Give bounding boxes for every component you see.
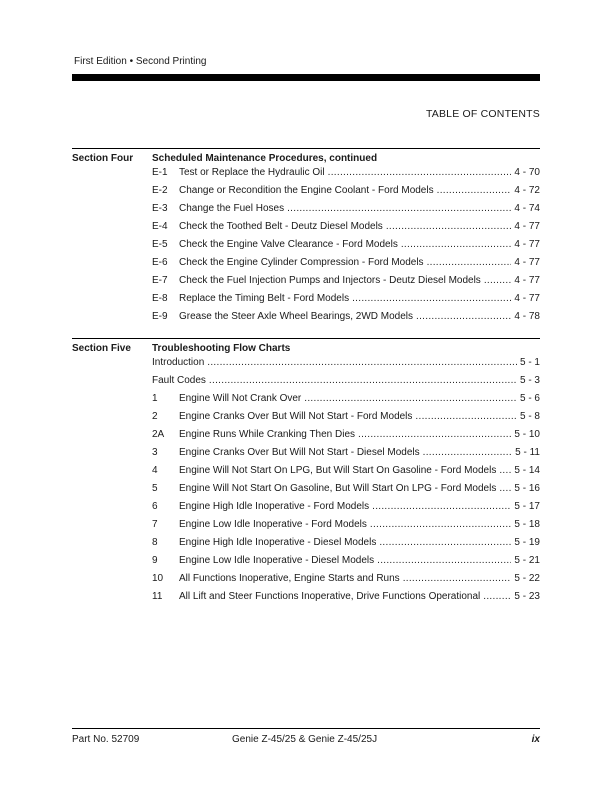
entry-code: 2A xyxy=(152,429,165,440)
entry-code: 5 xyxy=(152,483,158,494)
entry-code: 4 xyxy=(152,465,158,476)
entry-title: Engine Will Not Start On LPG, But Will Start On Gasoline - Ford Models xyxy=(179,465,497,476)
section-five-entries xyxy=(152,357,540,609)
dot-leader xyxy=(370,519,512,530)
entry-page: 5 - 23 xyxy=(514,591,540,602)
entry-code: E-3 xyxy=(152,203,168,214)
entry-code: E-7 xyxy=(152,275,168,286)
section-five xyxy=(72,338,540,602)
entry-page: 4 - 72 xyxy=(514,185,540,196)
toc-entry[interactable] xyxy=(152,203,540,221)
entry-title: Fault Codes xyxy=(152,375,206,386)
section-four-header xyxy=(72,149,540,167)
dot-leader xyxy=(437,185,512,196)
toc-entry[interactable] xyxy=(152,293,540,311)
entry-title: Check the Toothed Belt - Deutz Diesel Models xyxy=(179,221,383,232)
toc-entry[interactable] xyxy=(152,519,540,537)
dot-leader xyxy=(372,501,511,512)
entry-title: Engine Low Idle Inoperative - Ford Models xyxy=(179,519,367,530)
entry-code: E-4 xyxy=(152,221,168,232)
entry-title: Change the Fuel Hoses xyxy=(179,203,285,214)
entry-code: 1 xyxy=(152,393,158,404)
entry-page: 5 - 14 xyxy=(514,465,540,476)
model-name: Genie Z-45/25 & Genie Z-45/25J xyxy=(232,734,378,745)
entry-title: Replace the Timing Belt - Ford Models xyxy=(179,293,350,304)
entry-code: 2 xyxy=(152,411,158,422)
edition-label: First Edition • Second Printing xyxy=(74,56,207,67)
dot-leader xyxy=(379,537,511,548)
entry-page: 5 - 8 xyxy=(519,411,540,422)
section-four-label: Section Four xyxy=(72,153,134,164)
entry-page: 4 - 70 xyxy=(514,167,540,178)
toc-title: TABLE OF CONTENTS xyxy=(425,108,540,120)
toc-entry-fault-codes[interactable] xyxy=(152,375,540,393)
toc-entry[interactable] xyxy=(152,573,540,591)
entry-title: All Functions Inoperative, Engine Starts and Runs xyxy=(179,573,400,584)
dot-leader xyxy=(358,429,511,440)
entry-page: 5 - 3 xyxy=(519,375,540,386)
dot-leader xyxy=(427,257,512,268)
toc-entry[interactable] xyxy=(152,275,540,293)
entry-page: 5 - 17 xyxy=(514,501,540,512)
entry-title: Engine Cranks Over But Will Not Start - Ford Models xyxy=(179,411,413,422)
entry-title: Engine Runs While Cranking Then Dies xyxy=(179,429,356,440)
dot-leader xyxy=(377,555,511,566)
entry-page: 4 - 77 xyxy=(514,239,540,250)
dot-leader xyxy=(415,411,517,422)
dot-leader xyxy=(209,375,517,386)
entry-title: Check the Engine Valve Clearance - Ford Models xyxy=(179,239,398,250)
dot-leader xyxy=(352,293,511,304)
entry-page: 4 - 77 xyxy=(514,293,540,304)
entry-code: 10 xyxy=(152,573,164,584)
entry-page: 5 - 22 xyxy=(514,573,540,584)
toc-entry[interactable] xyxy=(152,465,540,483)
dot-leader xyxy=(386,221,512,232)
entry-page: 4 - 78 xyxy=(514,311,540,322)
entry-title: All Lift and Steer Functions Inoperative, Drive Functions Operational xyxy=(179,591,481,602)
dot-leader xyxy=(304,393,517,404)
toc-entry[interactable] xyxy=(152,591,540,609)
toc-entry[interactable] xyxy=(152,393,540,411)
dot-leader xyxy=(328,167,512,178)
header-rule xyxy=(72,74,540,81)
toc-entry[interactable] xyxy=(152,537,540,555)
entry-code: E-9 xyxy=(152,311,168,322)
dot-leader xyxy=(499,483,511,494)
footer-rule xyxy=(72,728,540,729)
entry-page: 5 - 10 xyxy=(514,429,540,440)
dot-leader xyxy=(483,591,511,602)
section-five-title: Troubleshooting Flow Charts xyxy=(152,343,291,354)
toc-entry[interactable] xyxy=(152,447,540,465)
entry-code: E-2 xyxy=(152,185,168,196)
entry-title: Change or Recondition the Engine Coolant - Ford Models xyxy=(179,185,434,196)
toc-entry[interactable] xyxy=(152,311,540,329)
entry-page: 5 - 1 xyxy=(519,357,540,368)
section-four xyxy=(72,148,540,322)
dot-leader xyxy=(499,465,511,476)
entry-code: E-5 xyxy=(152,239,168,250)
dot-leader xyxy=(416,311,511,322)
entry-title: Check the Fuel Injection Pumps and Injectors - Deutz Diesel Models xyxy=(179,275,481,286)
entry-title: Introduction xyxy=(152,357,205,368)
entry-title: Test or Replace the Hydraulic Oil xyxy=(179,167,325,178)
entry-code: 9 xyxy=(152,555,158,566)
page-number: ix xyxy=(531,734,540,745)
toc-entry-introduction[interactable] xyxy=(152,357,540,375)
toc-entry[interactable] xyxy=(152,429,540,447)
entry-page: 4 - 77 xyxy=(514,257,540,268)
entry-code: E-8 xyxy=(152,293,168,304)
section-five-header xyxy=(72,339,540,357)
dot-leader xyxy=(287,203,511,214)
part-number: Part No. 52709 xyxy=(72,734,140,745)
entry-title: Engine Low Idle Inoperative - Diesel Models xyxy=(179,555,375,566)
entry-page: 5 - 19 xyxy=(514,537,540,548)
toc-entry[interactable] xyxy=(152,239,540,257)
entry-title: Engine Will Not Crank Over xyxy=(179,393,302,404)
entry-code: E-1 xyxy=(152,167,168,178)
entry-title: Engine High Idle Inoperative - Diesel Models xyxy=(179,537,377,548)
dot-leader xyxy=(207,357,517,368)
entry-code: 3 xyxy=(152,447,158,458)
entry-code: 7 xyxy=(152,519,158,530)
entry-page: 5 - 6 xyxy=(519,393,540,404)
section-four-title: Scheduled Maintenance Procedures, continued xyxy=(152,153,378,164)
section-five-label: Section Five xyxy=(72,343,131,354)
entry-page: 5 - 11 xyxy=(515,447,540,458)
entry-title: Engine Will Not Start On Gasoline, But Will Start On LPG - Ford Models xyxy=(179,483,497,494)
toc-entry[interactable] xyxy=(152,501,540,519)
entry-code: 8 xyxy=(152,537,158,548)
entry-code: 11 xyxy=(152,591,163,602)
toc-entry[interactable] xyxy=(152,257,540,275)
toc-entry[interactable] xyxy=(152,555,540,573)
entry-title: Engine High Idle Inoperative - Ford Models xyxy=(179,501,370,512)
toc-entry[interactable] xyxy=(152,185,540,203)
toc-entry[interactable] xyxy=(152,167,540,185)
entry-page: 4 - 74 xyxy=(514,203,540,214)
dot-leader xyxy=(423,447,513,458)
entry-title: Engine Cranks Over But Will Not Start - Diesel Models xyxy=(179,447,420,458)
dot-leader xyxy=(403,573,512,584)
dot-leader xyxy=(401,239,512,250)
entry-page: 4 - 77 xyxy=(514,221,540,232)
toc-entry[interactable] xyxy=(152,411,540,429)
entry-code: 6 xyxy=(152,501,158,512)
toc-entry[interactable] xyxy=(152,483,540,501)
entry-title: Check the Engine Cylinder Compression - Ford Models xyxy=(179,257,424,268)
entry-title: Grease the Steer Axle Wheel Bearings, 2WD Models xyxy=(179,311,413,322)
toc-entry[interactable] xyxy=(152,221,540,239)
entry-code: E-6 xyxy=(152,257,168,268)
entry-page: 5 - 16 xyxy=(514,483,540,494)
entry-page: 4 - 77 xyxy=(514,275,540,286)
dot-leader xyxy=(484,275,512,286)
section-four-entries xyxy=(152,167,540,329)
entry-page: 5 - 18 xyxy=(514,519,540,530)
entry-page: 5 - 21 xyxy=(514,555,540,566)
